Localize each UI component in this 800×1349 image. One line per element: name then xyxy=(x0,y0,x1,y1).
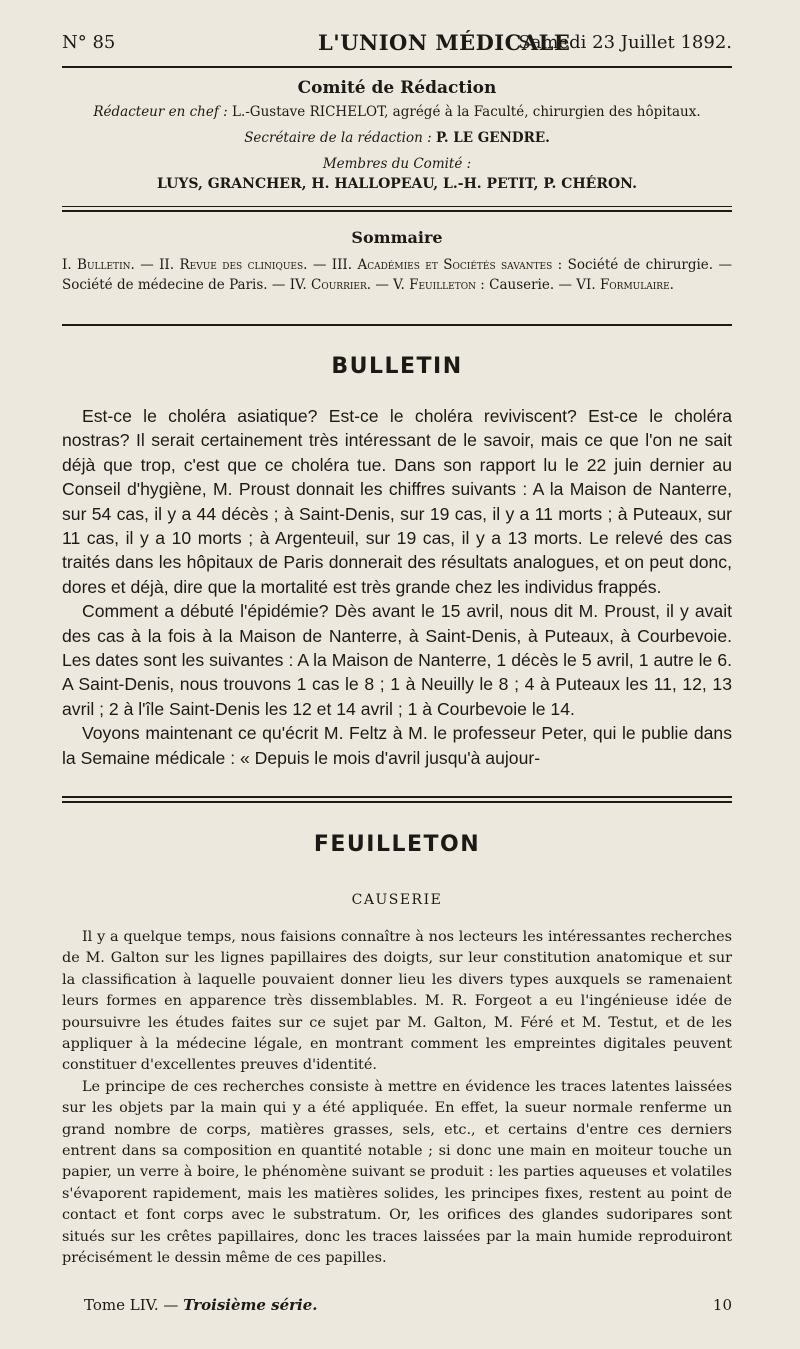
committee-title: Comité de Rédaction xyxy=(297,78,497,98)
journal-title: L'UNION MÉDICALE xyxy=(318,30,571,55)
feuilleton-rule-top xyxy=(62,796,732,798)
sommaire-list: I. Bulletin. — II. Revue des cliniques. — III. Académies et Sociétés savantes : Société de chirurgie. — Société de médecine de Paris. — IV. Courrier. — V. Feuilleton : Causerie. — VI. Formulaire. xyxy=(62,257,732,293)
feuilleton-paragraph: Le principe de ces recherches consiste à mettre en évidence les traces latentes laissées sur les objets par la main qui y a été appliquée. En effet, la sueur normale renferme un grand nombre de corps, matières grasses, sels, etc., et certains d'entre ces derniers entrent dans sa composition en quantité notable ; si donc une main en moiteur touche un papier, un verre à boire, le phénomène suivant se produit : les parties aqueuses et volatiles s'évaporent rapidement, mais les matières solides, les principes fixes, restent au point de contact et font corps avec le substratum. Or, les orifices des glandes sudoripares sont situés sur les crêtes papillaires, donc les traces laissées par la main humide reproduiront précisément le dessin même de ces papilles. xyxy=(62,1078,732,1267)
bulletin-paragraph: Est-ce le choléra asiatique? Est-ce le choléra reviviscent? Est-ce le choléra nostras? Il serait certainement très intéressant de le savoir, mais ce que l'on ne sait déjà que trop, c'est que ce choléra tue. Dans son rapport lu le 22 juin dernier au Conseil d'hygiène, M. Proust donnait les chiffres suivants : A la Maison de Nanterre, sur 54 cas, il y a 44 décès ; à Saint-Denis, sur 19 cas, il y a 11 morts ; à Puteaux, sur 11 cas, il y a 10 morts ; à Argenteuil, sur 19 cas, il y a 13 morts. Le relevé des cas traités dans les hôpitaux de Paris donnerait des résultats analogues, et on peut donc, dores et déjà, dire que la mortalité est très grande chez les individus frappés. xyxy=(62,406,732,597)
bulletin-body xyxy=(62,404,732,770)
header-rule xyxy=(62,66,732,68)
sommaire-title: Sommaire xyxy=(351,228,443,247)
volume-label: Tome LIV. — Troisième série. xyxy=(84,1296,318,1314)
bulletin-paragraph: Voyons maintenant ce qu'écrit M. Feltz à M. le professeur Peter, qui le publie dans la Semaine médicale : « Depuis le mois d'avril jusqu'à aujour- xyxy=(62,723,732,768)
committee-rule-bottom xyxy=(62,210,732,212)
issue-date: Samedi 23 Juillet 1892. xyxy=(518,32,732,53)
feuilleton-paragraph: Il y a quelque temps, nous faisions connaître à nos lecteurs les intéressantes recherches de M. Galton sur les lignes papillaires des doigts, sur leur constitution anatomique et sur la classification à laquelle pouvaient donner lieu les divers types auxquels se ramenaient leurs formes en apparence très dissemblables. M. R. Forgeot a eu l'ingénieuse idée de poursuivre les études faites sur ce sujet par M. Galton, M. Féré et M. Testut, et de les appliquer à la médecine légale, en montrant comment les empreintes digitales peuvent constituer d'excellentes preuves d'identité. xyxy=(62,929,732,1074)
feuilleton-body xyxy=(62,927,732,1270)
sommaire-item: VI. Formulaire. xyxy=(576,277,674,293)
feuilleton-title: FEUILLETON xyxy=(313,832,481,857)
causerie-title: CAUSERIE xyxy=(351,892,443,908)
editor-text: L.-Gustave RICHELOT, agrégé à la Faculté, chirurgien des hôpitaux. xyxy=(231,104,701,120)
sommaire-item: III. Académies et Sociétés savantes : Société de chirurgie. — Société de médecine de Paris. xyxy=(62,257,732,293)
masthead xyxy=(62,22,732,62)
sommaire-item: V. Feuilleton : Causerie. xyxy=(393,277,555,293)
secretary-label: Secrétaire de la rédaction : xyxy=(244,130,432,146)
editor-line xyxy=(62,104,732,120)
members-list: LUYS, GRANCHER, H. HALLOPEAU, L.-H. PETIT, P. CHÉRON. xyxy=(157,176,637,192)
secretary-name: P. LE GENDRE. xyxy=(435,130,550,146)
feuilleton-rule-bottom xyxy=(62,801,732,803)
page-number: 10 xyxy=(712,1296,732,1314)
sommaire-item: I. Bulletin. xyxy=(62,257,135,273)
bulletin-paragraph: Comment a débuté l'épidémie? Dès avant le 15 avril, nous dit M. Proust, il y avait des cas à la fois à la Maison de Nanterre, à Saint-Denis, à Puteaux, à Courbevoie. Les dates sont les suivantes : A la Maison de Nanterre, 1 décès le 5 avril, 1 autre le 6. A Saint-Denis, nous trouvons 1 cas le 8 ; 1 à Neuilly le 8 ; 4 à Puteaux les 11, 12, 13 avril ; 2 à l'île Saint-Denis les 12 et 14 avril ; 1 à Courbevoie le 14. xyxy=(62,601,732,719)
editor-label: Rédacteur en chef : xyxy=(93,104,228,120)
sommaire-item: II. Revue des cliniques. xyxy=(159,257,308,273)
issue-number: N° 85 xyxy=(62,32,116,53)
members-label: Membres du Comité : xyxy=(322,156,472,172)
page-footer xyxy=(62,1296,732,1320)
secretary-line xyxy=(62,130,732,146)
committee-rule-top xyxy=(62,206,732,207)
sommaire-rule xyxy=(62,324,732,326)
bulletin-title: BULLETIN xyxy=(331,354,463,379)
sommaire-item: IV. Courrier. xyxy=(289,277,372,293)
